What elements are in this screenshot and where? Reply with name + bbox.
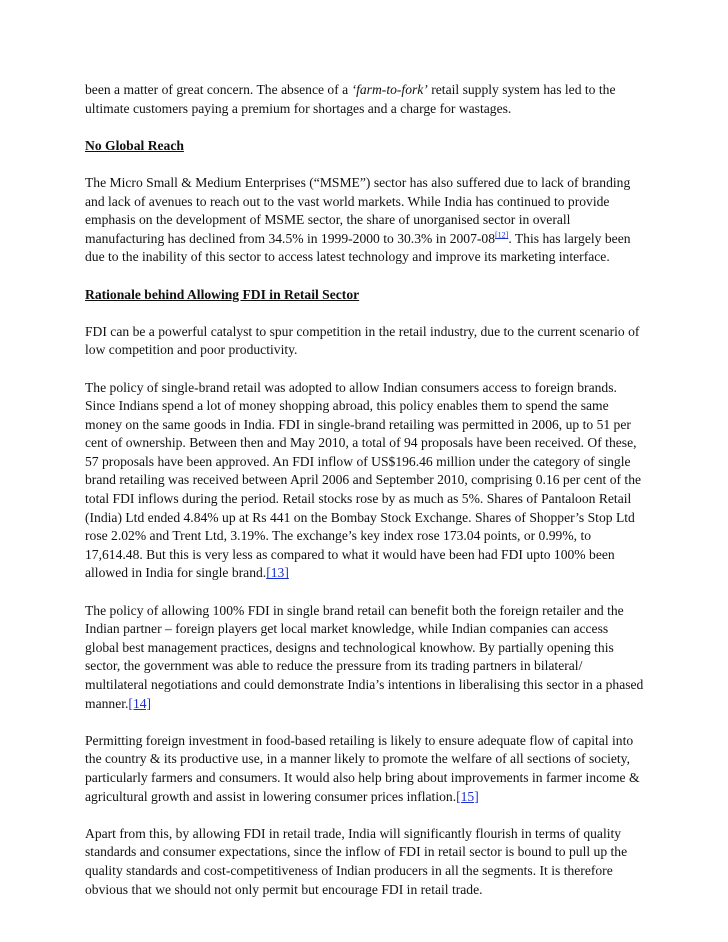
document-page <box>85 81 645 918</box>
msme-paragraph: The Micro Small & Medium Enterprises (“MSME”) sector has also suffered due to lack of branding and lack of avenues to reach out to the vast world markets. While India has continued to provide emphasis on the development of MSME sector, the share of unorganised sector in overall manufacturing has declined from 34.5% in 1999-2000 to 30.3% in 2007-08[12]. This has largely been due to the inability of this sector to access latest technology and improve its marketing interface. <box>85 174 631 265</box>
farm-to-fork-italic: ‘farm-to-fork’ <box>351 82 428 97</box>
footnote-15-link[interactable]: [15] <box>456 788 479 804</box>
catalyst-paragraph: FDI can be a powerful catalyst to spur competition in the retail industry, due to the current scenario of low competition and poor productivity. <box>85 323 640 358</box>
heading-no-global-reach: No Global Reach <box>85 137 184 153</box>
footnote-13-link[interactable]: [13] <box>266 565 289 581</box>
footnote-14-link[interactable]: [14] <box>128 695 152 711</box>
footnote-12-link[interactable]: [12] <box>495 230 509 240</box>
heading-rationale-fdi: Rationale behind Allowing FDI in Retail Sector <box>85 286 360 302</box>
food-retail-paragraph: Permitting foreign investment in food-based retailing is likely to ensure adequate flow of capital into the country & its productive use, in a manner likely to promote the welfare of all sections of society, particularly farmers and consumers. It would also help bring about improvements in farmer income & agricultural growth and assist in lowering consumer prices inflation.[15] <box>85 732 640 804</box>
conclusion-paragraph: Apart from this, by allowing FDI in retail trade, India will significantly flourish in terms of quality standards and consumer expectations, since the inflow of FDI in retail sector is bound to pull up the quality standards and cost-competitiveness of Indian producers in all the segments. It is therefore obvious that we should not only permit but encourage FDI in retail trade. <box>85 825 628 897</box>
intro-paragraph: been a matter of great concern. The absence of a ‘farm-to-fork’ retail supply system has led to the ultimate customers paying a premium for shortages and a charge for wastages. <box>85 82 616 116</box>
single-brand-paragraph: The policy of single-brand retail was adopted to allow Indian consumers access to foreign brands. Since Indians spend a lot of money shopping abroad, this policy enables them to spend the same money on the same goods in India. FDI in single-brand retailing was permitted in 2006, up to 51 per cent of ownership. Between then and May 2010, a total of 94 proposals have been received. Of these, 57 proposals have been approved. An FDI inflow of US$196.46 million under the category of single brand retailing was received between April 2006 and September 2010, comprising 0.16 per cent of the total FDI inflows during the period. Retail stocks rose by as much as 5%. Shares of Pantaloon Retail (India) Ltd ended 4.84% up at Rs 441 on the Bombay Stock Exchange. Shares of Shopper’s Stop Ltd rose 2.02% and Trent Ltd, 3.19%. The exchange’s key index rose 173.04 points, or 0.99%, to 17,614.48. But this is very less as compared to what it would have been had FDI upto 100% been allowed in India for single brand.[13] <box>85 379 642 581</box>
benefits-paragraph: The policy of allowing 100% FDI in single brand retail can benefit both the foreign retailer and the Indian partner – foreign players get local market knowledge, while Indian companies can access global best management practices, designs and technological knowhow. By partially opening this sector, the government was able to reduce the pressure from its trading partners in bilateral/ multilateral negotiations and could demonstrate India’s intentions in liberalising this sector in a phased manner.[14] <box>85 602 644 711</box>
